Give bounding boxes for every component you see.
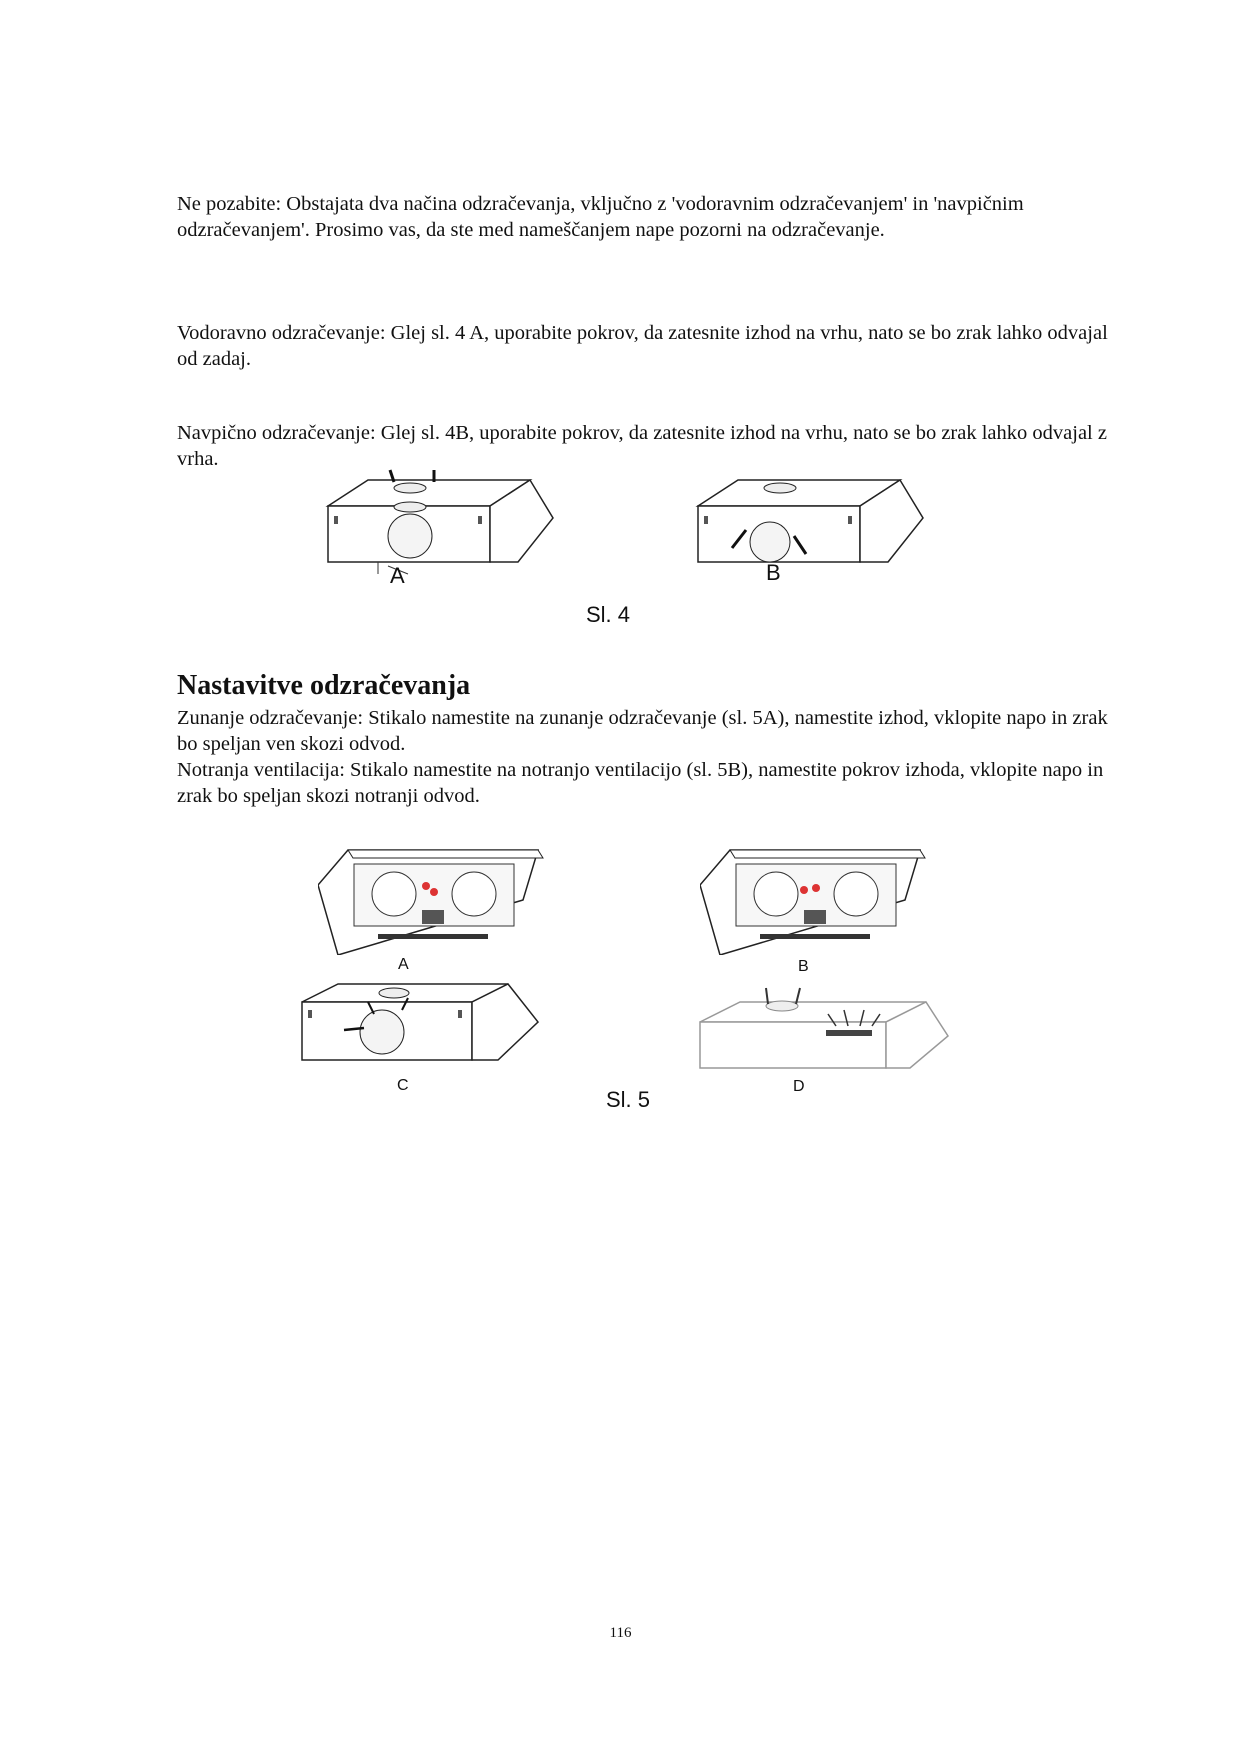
figure-5a-hood-underside — [318, 830, 558, 955]
figure-5c-label: C — [397, 1077, 409, 1094]
intro-paragraph: Ne pozabite: Obstajata dva načina odzračevanja, vključno z 'vodoravnim odzračevanjem' in 'navpičnim odzračevanjem'. Prosimo vas, da ste med nameščanjem nape pozorni na odzračevanje. — [177, 193, 1024, 241]
figure-5a-label: A — [398, 956, 409, 973]
figure-5b-hood-underside — [700, 830, 940, 955]
figure-5-caption: Sl. 5 — [606, 1087, 651, 1112]
figure-5d-hood-recirculation — [696, 980, 951, 1080]
figure-4-caption: Sl. 4 — [586, 602, 631, 627]
figure-5b-label: B — [798, 958, 809, 975]
internal-ventilation-paragraph: Notranja ventilacija: Stikalo namestite na notranjo ventilacijo (sl. 5B), namestite pokrov izhoda, vklopite napo in zrak bo speljan skozi notranji odvod. — [177, 759, 1104, 807]
figure-4b-vertical-hood — [688, 466, 928, 586]
section-title: Nastavitve odzračevanja — [177, 670, 471, 701]
vertical-venting-paragraph: Navpično odzračevanje: Glej sl. 4B, uporabite pokrov, da zatesnite izhod na vrhu, nato se bo zrak lahko odvajal z vrha. — [177, 422, 1107, 470]
page-number: 116 — [609, 1625, 632, 1641]
figure-4a-horizontal-hood — [318, 466, 558, 586]
external-venting-paragraph: Zunanje odzračevanje: Stikalo namestite na zunanje odzračevanje (sl. 5A), namestite izhod, vklopite napo in zrak bo speljan ven skozi odvod. — [177, 707, 1108, 755]
figure-4a-label: A — [390, 563, 405, 588]
figure-5d-label: D — [793, 1078, 805, 1095]
figure-4b-label: B — [766, 560, 781, 585]
figure-5c-hood-outlet — [298, 980, 553, 1080]
horizontal-venting-paragraph: Vodoravno odzračevanje: Glej sl. 4 A, uporabite pokrov, da zatesnite izhod na vrhu, nato se bo zrak lahko odvajal od zadaj. — [177, 322, 1108, 370]
